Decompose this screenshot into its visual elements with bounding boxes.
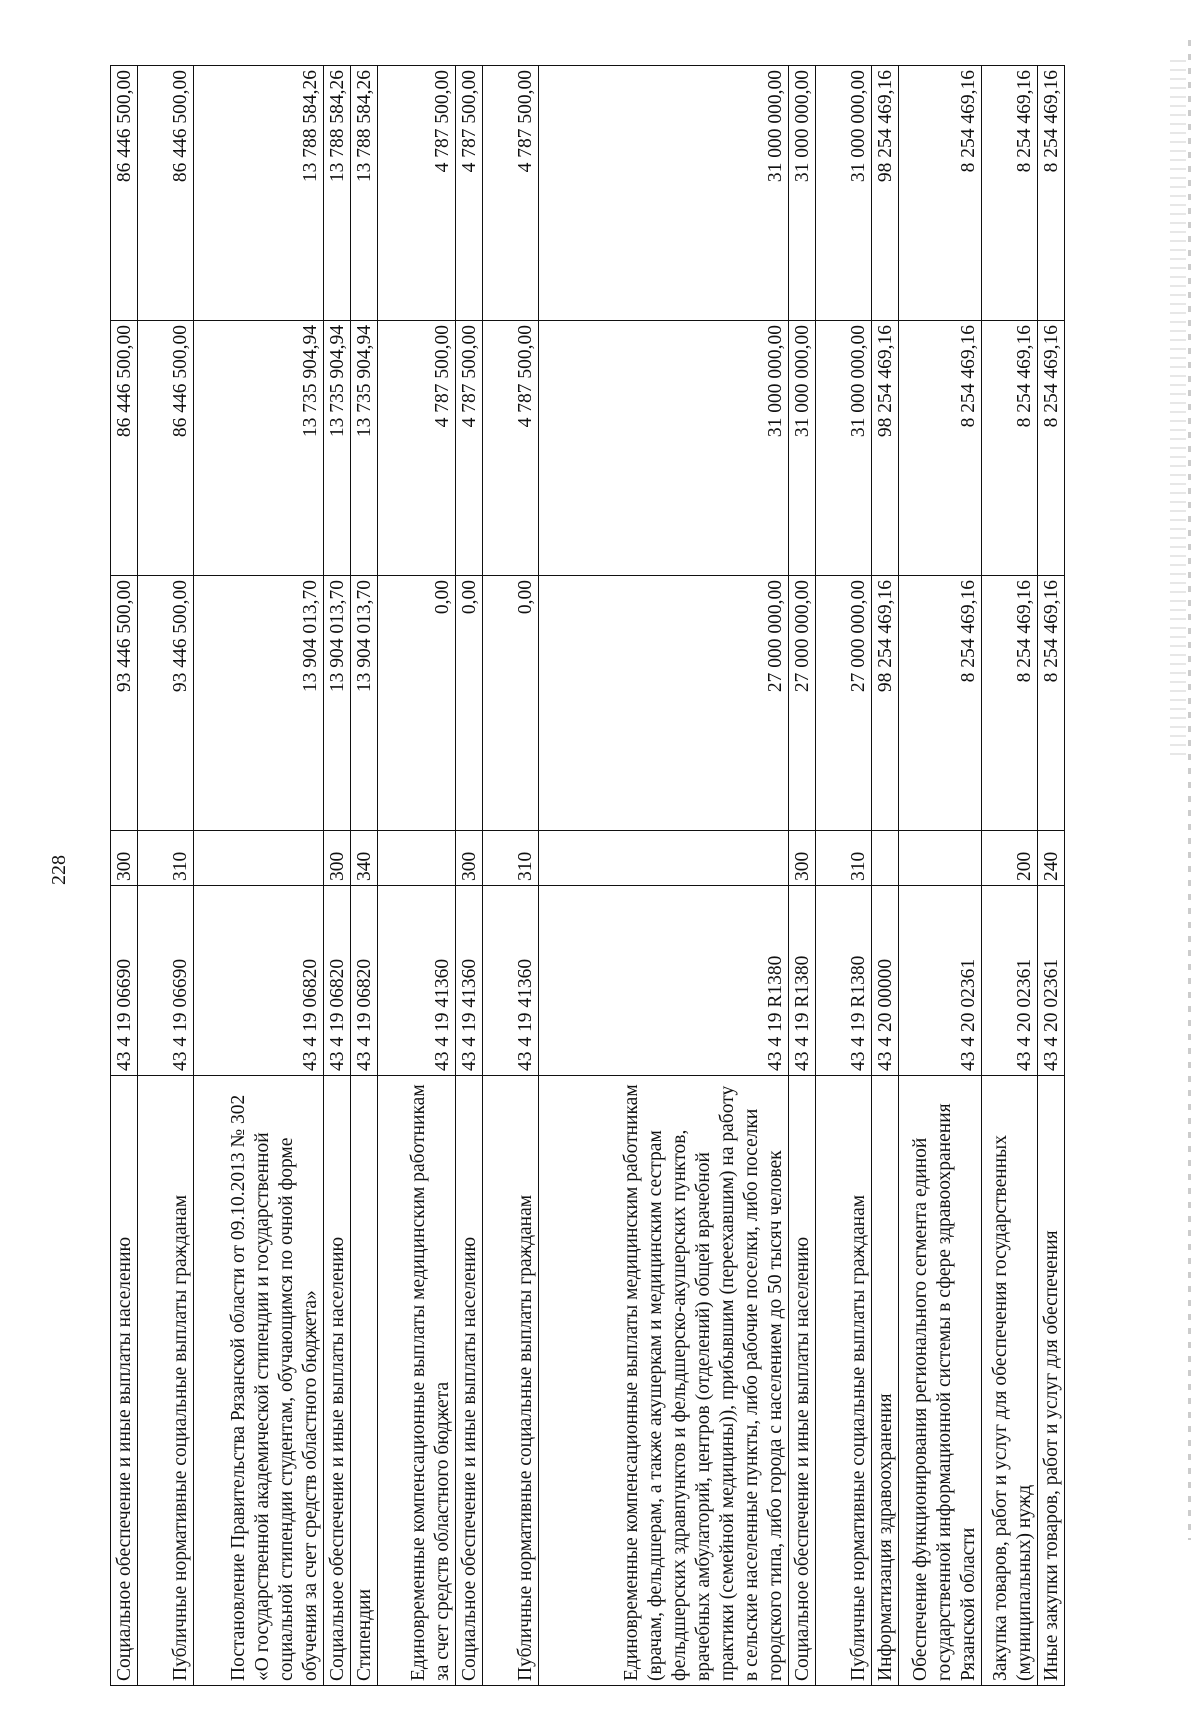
row-code: 43 4 20 02361 [982, 886, 1038, 1076]
row-expense-type: 240 [1038, 831, 1065, 886]
row-value-year3: 31 000 000,00 [789, 66, 816, 321]
row-name: Стипендии [351, 1076, 378, 1686]
row-expense-type: 310 [816, 831, 872, 886]
row-name: Публичные нормативные социальные выплаты гражданам [816, 1076, 872, 1686]
row-name: Социальное обеспечение и иные выплаты населению [111, 1076, 138, 1686]
budget-table [110, 65, 1065, 1686]
row-value-year1: 93 446 500,00 [138, 576, 194, 831]
row-expense-type [539, 831, 789, 886]
row-value-year2: 13 735 904,94 [194, 321, 324, 576]
row-expense-type: 300 [789, 831, 816, 886]
row-name: Обеспечение функционирования регионального сегмента единой государственной информационной системы в сфере здравоохранения Рязанской области [899, 1076, 982, 1686]
scan-edge-artifact [1188, 40, 1191, 1540]
row-value-year2: 8 254 469,16 [899, 321, 982, 576]
row-value-year3: 13 788 584,26 [351, 66, 378, 321]
row-value-year3: 86 446 500,00 [111, 66, 138, 321]
row-code: 43 4 20 00000 [872, 886, 899, 1076]
row-value-year1: 8 254 469,16 [1038, 576, 1065, 831]
row-code: 43 4 19 06690 [111, 886, 138, 1076]
row-name: Социальное обеспечение и иные выплаты населению [324, 1076, 351, 1686]
table-row [324, 66, 351, 1686]
row-name: Публичные нормативные социальные выплаты гражданам [483, 1076, 539, 1686]
row-value-year3: 4 787 500,00 [483, 66, 539, 321]
table-row [483, 66, 539, 1686]
row-value-year3: 86 446 500,00 [138, 66, 194, 321]
table-row [456, 66, 483, 1686]
row-code: 43 4 19 41360 [483, 886, 539, 1076]
row-value-year2: 98 254 469,16 [872, 321, 899, 576]
row-value-year3: 8 254 469,16 [899, 66, 982, 321]
row-name: Закупка товаров, работ и услуг для обеспечения государственных (муниципальных) нужд [982, 1076, 1038, 1686]
table-row [111, 66, 138, 1686]
row-code: 43 4 19 06690 [138, 886, 194, 1076]
row-expense-type: 300 [111, 831, 138, 886]
row-code: 43 4 19 06820 [351, 886, 378, 1076]
row-name: Единовременные компенсационные выплаты медицинским работникам за счет средств областного бюджета [378, 1076, 456, 1686]
row-value-year2: 86 446 500,00 [138, 321, 194, 576]
row-name: Постановление Правительства Рязанской области от 09.10.2013 № 302 «О государственной академической стипендии и государственной социальной стипендии студентам, обучающимся по очной форме обучения за счет средств областного бюджета» [194, 1076, 324, 1686]
row-value-year1: 13 904 013,70 [351, 576, 378, 831]
table-row [194, 66, 324, 1686]
row-name: Информатизация здравоохранения [872, 1076, 899, 1686]
row-value-year1: 98 254 469,16 [872, 576, 899, 831]
page-number: 228 [48, 855, 70, 885]
row-expense-type: 340 [351, 831, 378, 886]
row-value-year1: 27 000 000,00 [816, 576, 872, 831]
row-value-year3: 31 000 000,00 [539, 66, 789, 321]
row-value-year2: 4 787 500,00 [456, 321, 483, 576]
row-expense-type: 300 [324, 831, 351, 886]
row-value-year2: 13 735 904,94 [351, 321, 378, 576]
row-code: 43 4 19 41360 [378, 886, 456, 1076]
row-name: Иные закупки товаров, работ и услуг для обеспечения [1038, 1076, 1065, 1686]
row-code: 43 4 19 06820 [194, 886, 324, 1076]
row-expense-type: 310 [138, 831, 194, 886]
row-value-year3: 4 787 500,00 [456, 66, 483, 321]
row-value-year1: 8 254 469,16 [899, 576, 982, 831]
row-value-year3: 8 254 469,16 [982, 66, 1038, 321]
row-value-year3: 13 788 584,26 [324, 66, 351, 321]
row-value-year1: 13 904 013,70 [194, 576, 324, 831]
table-row [351, 66, 378, 1686]
table-row [899, 66, 982, 1686]
row-value-year2: 13 735 904,94 [324, 321, 351, 576]
row-value-year2: 4 787 500,00 [378, 321, 456, 576]
table-row [816, 66, 872, 1686]
row-code: 43 4 19 R1380 [816, 886, 872, 1076]
row-expense-type [899, 831, 982, 886]
row-code: 43 4 19 06820 [324, 886, 351, 1076]
row-value-year3: 13 788 584,26 [194, 66, 324, 321]
row-value-year2: 4 787 500,00 [483, 321, 539, 576]
row-value-year1: 0,00 [378, 576, 456, 831]
row-value-year1: 0,00 [456, 576, 483, 831]
row-value-year3: 4 787 500,00 [378, 66, 456, 321]
row-code: 43 4 20 02361 [1038, 886, 1065, 1076]
row-expense-type [194, 831, 324, 886]
table-row [378, 66, 456, 1686]
row-name: Публичные нормативные социальные выплаты гражданам [138, 1076, 194, 1686]
row-value-year3: 8 254 469,16 [1038, 66, 1065, 321]
row-expense-type [872, 831, 899, 886]
row-code: 43 4 19 R1380 [539, 886, 789, 1076]
row-value-year3: 31 000 000,00 [816, 66, 872, 321]
row-value-year1: 27 000 000,00 [539, 576, 789, 831]
table-row [982, 66, 1038, 1686]
row-expense-type: 300 [456, 831, 483, 886]
row-code: 43 4 19 R1380 [789, 886, 816, 1076]
table-row [789, 66, 816, 1686]
row-code: 43 4 19 41360 [456, 886, 483, 1076]
row-value-year1: 13 904 013,70 [324, 576, 351, 831]
row-value-year2: 31 000 000,00 [789, 321, 816, 576]
table-row [539, 66, 789, 1686]
row-value-year2: 8 254 469,16 [1038, 321, 1065, 576]
table-row [872, 66, 899, 1686]
table-row [1038, 66, 1065, 1686]
row-name: Социальное обеспечение и иные выплаты населению [789, 1076, 816, 1686]
row-value-year1: 27 000 000,00 [789, 576, 816, 831]
row-value-year1: 8 254 469,16 [982, 576, 1038, 831]
row-value-year1: 93 446 500,00 [111, 576, 138, 831]
row-expense-type: 310 [483, 831, 539, 886]
row-value-year1: 0,00 [483, 576, 539, 831]
row-expense-type [378, 831, 456, 886]
row-expense-type: 200 [982, 831, 1038, 886]
row-value-year2: 31 000 000,00 [816, 321, 872, 576]
row-value-year2: 31 000 000,00 [539, 321, 789, 576]
scan-noise-artifact [1170, 60, 1186, 760]
row-value-year3: 98 254 469,16 [872, 66, 899, 321]
row-value-year2: 86 446 500,00 [111, 321, 138, 576]
row-name: Единовременные компенсационные выплаты медицинским работникам (врачам, фельдшерам, а также акушеркам и медицинским сестрам фельдшерских здравпунктов и фельдшерско-акушерских пунктов, врачебных амбулаторий, центров (отделений) общей врачебной практики (семейной медицины)), прибывшим (переехавшим) на работу в сельские населенные пункты, либо рабочие поселки, либо поселки городского типа, либо города с населением до 50 тысяч человек [539, 1076, 789, 1686]
table-row [138, 66, 194, 1686]
row-value-year2: 8 254 469,16 [982, 321, 1038, 576]
row-name: Социальное обеспечение и иные выплаты населению [456, 1076, 483, 1686]
rotated-page [48, 20, 1062, 1720]
row-code: 43 4 20 02361 [899, 886, 982, 1076]
